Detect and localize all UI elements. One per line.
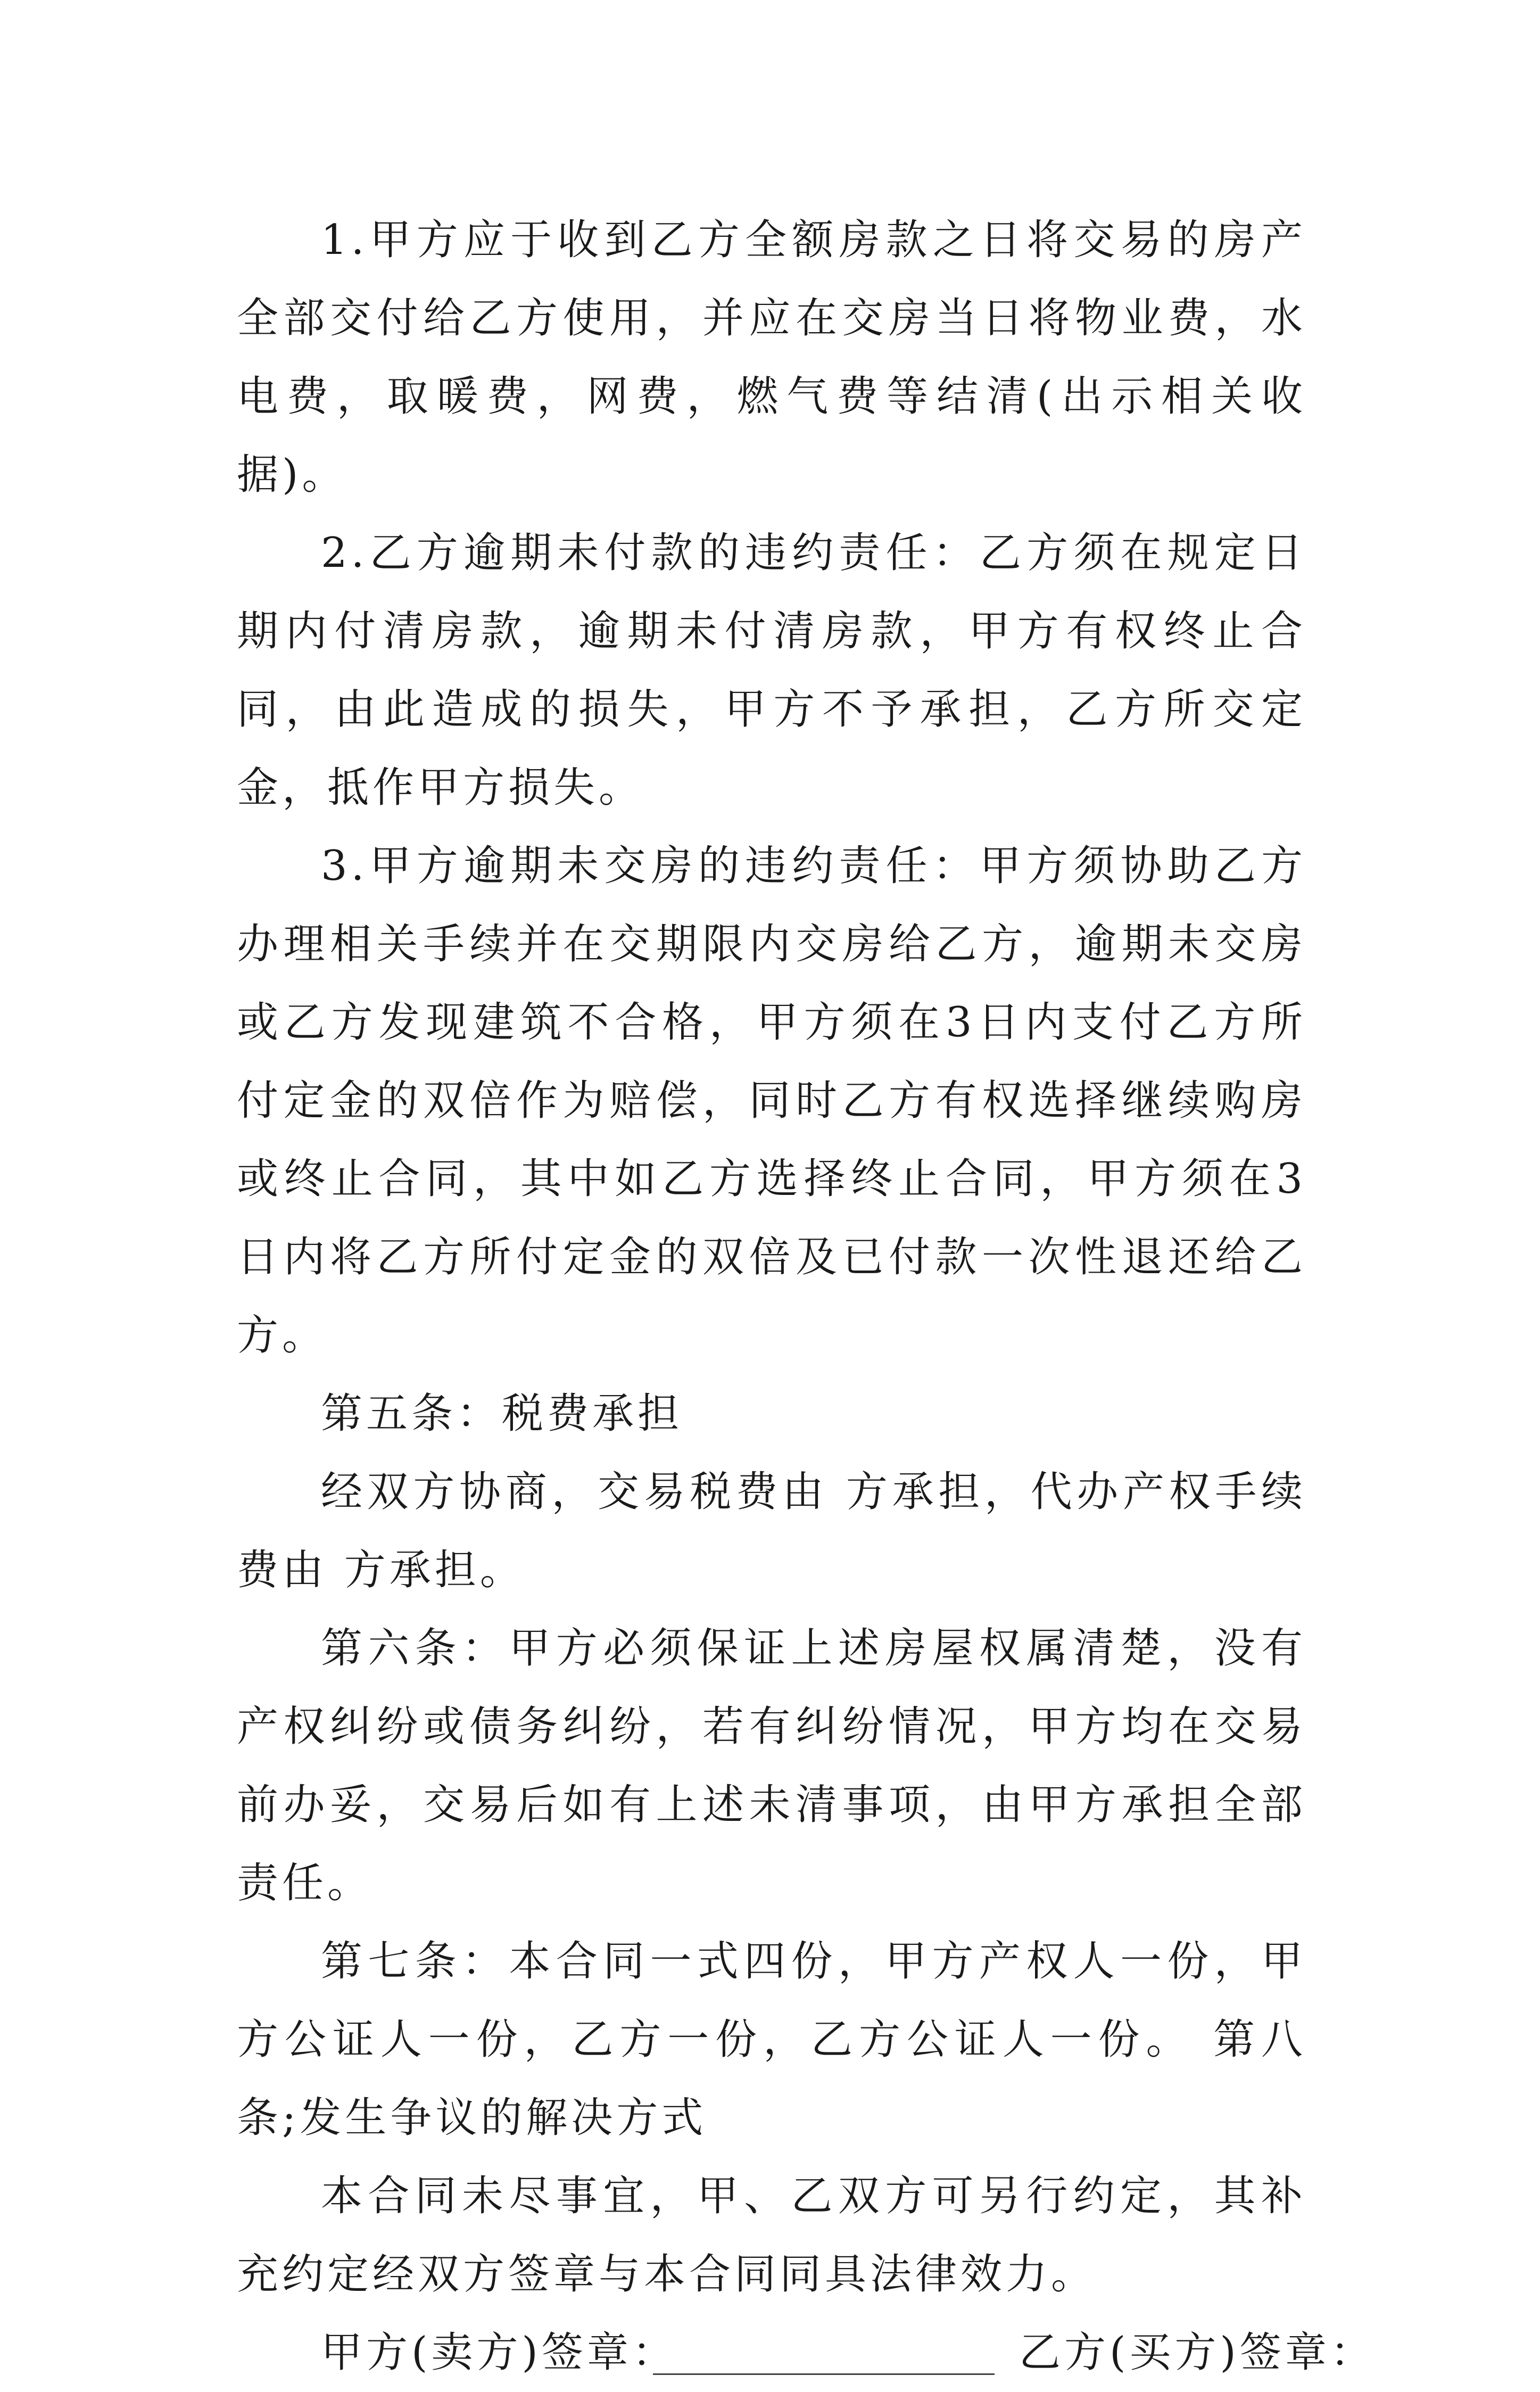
clause-3-seller-default: 3.甲方逾期未交房的违约责任：甲方须协助乙方办理相关手续并在交期限内交房给乙方，逾期未交房或乙方发现建筑不合格，甲方须在3日内支付乙方所付定金的双倍作为赔偿，同时乙方有权选择继续购房或终止合同，其中如乙方选择终止合同，甲方须在3日内将乙方所付定金的双倍及已付款一次性退还给乙方。 [237,842,1306,1359]
supplementary-terms: 本合同未尽事宜，甲、乙双方可另行约定，其补充约定经双方签章与本合同同具法律效力。 [237,2172,1306,2298]
article-5-body: 经双方协商，交易税费由 方承担，代办产权手续费由 方承担。 [237,1468,1306,1594]
party-a-signature-blank [653,2373,995,2375]
document-body [237,201,1376,2377]
clause-2-buyer-default: 2.乙方逾期未付款的违约责任：乙方须在规定日期内付清房款，逾期未付清房款，甲方有权终止合同，由此造成的损失，甲方不予承担，乙方所交定金，抵作甲方损失。 [237,529,1306,812]
clause-1-delivery: 1.甲方应于收到乙方全额房款之日将交易的房产全部交付给乙方使用，并应在交房当日将物业费，水电费，取暖费，网费，燃气费等结清(出示相关收据)。 [237,216,1306,499]
party-b-signature-label: 乙方(买方)签章： [1019,2329,1376,2377]
article-7-8: 第七条：本合同一式四份，甲方产权人一份，甲方公证人一份，乙方一份，乙方公证人一份。 第八条;发生争议的解决方式 [237,1937,1306,2142]
party-a-signature-label: 甲方(卖方)签章： [321,2329,677,2377]
article-6: 第六条：甲方必须保证上述房屋权属清楚，没有产权纠纷或债务纠纷，若有纠纷情况，甲方均在交易前办妥，交易后如有上述未清事项，由甲方承担全部责任。 [237,1624,1306,1907]
article-5-heading: 第五条：税费承担 [321,1390,683,1438]
